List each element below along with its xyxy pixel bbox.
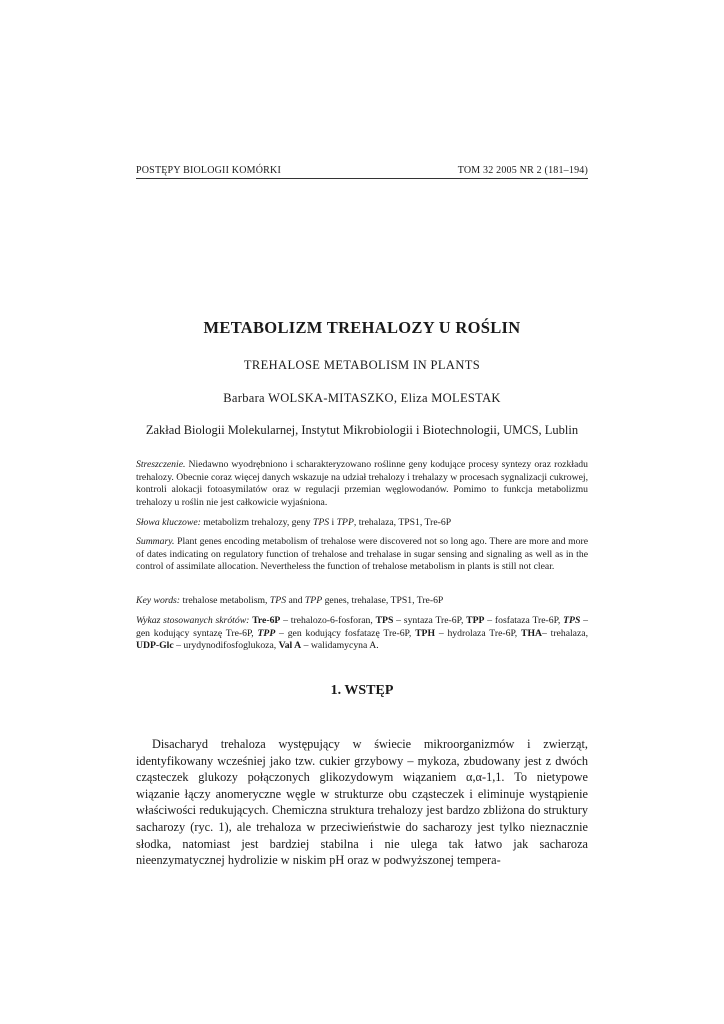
keywords-english-part: genes, trehalase, TPS1, Tre-6P bbox=[322, 595, 444, 606]
article-title: METABOLIZM TREHALOZY U ROŚLIN bbox=[203, 318, 521, 337]
abbr-def: – hydrolaza Tre-6P, bbox=[435, 627, 521, 639]
abbreviations-label: Wykaz stosowanych skrótów: bbox=[136, 615, 250, 626]
abbr-def: – trehalaza, bbox=[541, 627, 589, 639]
keywords-polish-label: Słowa kluczowe: bbox=[136, 517, 201, 528]
keywords-polish-tps: TPS bbox=[312, 517, 330, 528]
english-title: TREHALOSE METABOLISM IN PLANTS bbox=[243, 358, 481, 372]
abbr-term: TPH bbox=[415, 627, 436, 639]
journal-name: POSTĘPY BIOLOGII KOMÓRKI bbox=[136, 165, 281, 176]
abstract-polish-label: Streszczenie. bbox=[136, 459, 186, 470]
abbr-term: UDP-Glc bbox=[136, 640, 174, 652]
abstract-english-label: Summary. bbox=[136, 536, 175, 547]
abbr-def: – walidamycyna A. bbox=[301, 640, 379, 652]
abstract-english-text: Plant genes encoding metabolism of trehalose were discovered not so long ago. There are more and more of dates indicating on regulatory function of trehalose and trehalase in sugar sensing and signaling as well as in the control of assimilate allocation. Nevertheless the function of trehalose metabolism in plants is still not clear. bbox=[136, 536, 588, 573]
keywords-english bbox=[136, 595, 588, 608]
keywords-polish-part: i bbox=[329, 517, 337, 528]
keywords-english-tps: TPS bbox=[269, 595, 287, 606]
keywords-english-part: trehalose metabolism, bbox=[180, 595, 270, 606]
abbr-def: – gen kodujący fosfatazę Tre-6P, bbox=[275, 627, 416, 639]
authors: Barbara WOLSKA-MITASZKO, Eliza MOLESTAK bbox=[223, 391, 501, 405]
body-paragraph-text: Disacharyd trehaloza występujący w świecie mikroorganizmów i zwierząt, identyfikowany wcześniej jako tzw. cukier grzybowy – mykoza, zbudowany jest z dwóch cząsteczek glukozy połączonych glikozydowym wiązaniem α,α-1,1. To nietypowe wiązanie łączy anomeryczne węgle w strukturze obu cząsteczek i eliminuje wystąpienie właściwości redukujących. Chemiczna struktura trehalozy jest bardzo zbliżona do struktury sacharozy (ryc. 1), ale trehaloza w przeciwieństwie do sacharozy jest tylko nieznacznie słodka, natomiast jest bardziej stabilna i nie ulega tak łatwo jak sacharoza nieenzymatycznej hydrolizie w niskim pH oraz w podwyższonej tempera- bbox=[136, 737, 588, 868]
abbr-term: TPP bbox=[257, 627, 276, 639]
section-heading: 1. WSTĘP bbox=[330, 683, 394, 698]
abstract-english bbox=[136, 536, 588, 574]
body-paragraph bbox=[136, 736, 588, 869]
abbr-def: – syntaza Tre-6P, bbox=[393, 615, 467, 626]
keywords-polish-tpp: TPP bbox=[336, 517, 354, 528]
running-header bbox=[136, 165, 588, 179]
affiliation: Zakład Biologii Molekularnej, Instytut Mikrobiologii i Biotechnologii, UMCS, Lublin bbox=[145, 423, 579, 437]
volume-info: TOM 32 2005 NR 2 (181–194) bbox=[457, 165, 588, 176]
abbr-term: TPS bbox=[375, 615, 394, 626]
keywords-polish bbox=[136, 517, 588, 530]
abbreviations bbox=[136, 615, 588, 653]
abbr-term: TPP bbox=[466, 615, 485, 626]
abbr-term: Val A bbox=[278, 640, 302, 652]
keywords-english-tpp: TPP bbox=[304, 595, 323, 606]
abbr-term: TPS bbox=[563, 615, 581, 626]
keywords-polish-part: , trehalaza, TPS1, Tre-6P bbox=[353, 517, 452, 528]
keywords-english-part: and bbox=[286, 595, 305, 606]
abbr-def: – urydynodifosfoglukoza, bbox=[173, 640, 279, 652]
abbr-term: Tre-6P bbox=[252, 615, 281, 626]
abstract-polish-text: Niedawno wyodrębniono i scharakteryzowano roślinne geny kodujące procesy syntezy oraz rozkładu trehalozy. Obecnie coraz więcej danych wskazuje na udział trehalozy i trehalazy w procesach sygnalizacji cukrowej, kontroli alokacji fotoasymilatów oraz w regulacji przemian węglowodanów. Pomimo to funkcja metabolizmu trehalozy u roślin nie jest całkowicie wyjaśniona. bbox=[136, 459, 588, 508]
abbr-def: – gen kodujący syntazę Tre-6P, bbox=[136, 615, 589, 639]
abstract-polish bbox=[136, 459, 588, 509]
keywords-polish-part: metabolizm trehalozy, geny bbox=[200, 517, 313, 528]
abbr-def: – fosfataza Tre-6P, bbox=[484, 615, 564, 626]
keywords-english-label: Key words: bbox=[136, 595, 181, 606]
abbr-term: THA bbox=[520, 627, 542, 639]
abbr-def: – trehalozo-6-fosforan, bbox=[280, 615, 376, 626]
